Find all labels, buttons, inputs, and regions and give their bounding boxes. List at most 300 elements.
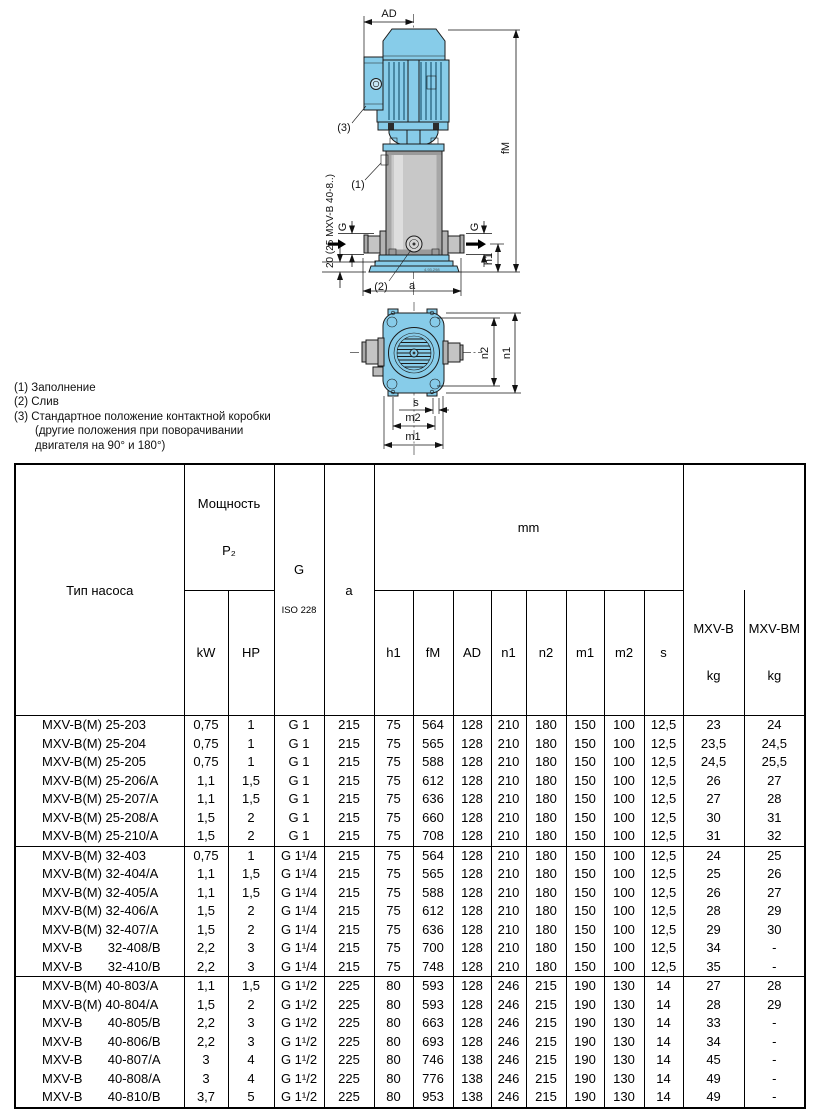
col-header-mm: mm [374,464,683,590]
cell-a: 215 [324,902,374,921]
cell-hp: 1 [228,735,274,754]
cell-m1: 150 [566,827,604,846]
cell-ad: 128 [453,827,491,846]
cell-s: 14 [644,977,683,996]
cell-kg-mxvbm: 28 [744,790,805,809]
cell-kw: 2,2 [184,958,228,977]
cell-m2: 100 [604,827,644,846]
cell-h1: 80 [374,1033,413,1052]
table-row [15,790,805,809]
col-header-h1: h1 [374,590,413,715]
cell-kw: 1,1 [184,977,228,996]
cell-kg-mxvb: 26 [683,772,744,791]
cell-h1: 80 [374,1051,413,1070]
cell-n1: 210 [491,753,526,772]
cell-s: 12,5 [644,716,683,735]
cell-kg-mxvbm: 31 [744,809,805,828]
cell-g: G 1¹/2 [274,1014,324,1033]
cell-m2: 100 [604,902,644,921]
cell-n1: 210 [491,772,526,791]
drain-plug [406,236,422,252]
cell-fm: 776 [413,1070,453,1089]
cell-kg-mxvb: 26 [683,884,744,903]
cell-ad: 138 [453,1051,491,1070]
cell-ad: 128 [453,1033,491,1052]
cell-kw: 0,75 [184,753,228,772]
col-header-fm: fM [413,590,453,715]
cell-ad: 128 [453,772,491,791]
cell-kw: 0,75 [184,846,228,865]
iso-228-label: ISO 228 [281,605,317,617]
cell-kg-mxvbm: 24,5 [744,735,805,754]
cell-n2: 180 [526,735,566,754]
cell-s: 14 [644,996,683,1015]
cell-s: 14 [644,1088,683,1108]
mxvb-kg-label: kg [706,668,721,684]
cell-kg-mxvb: 35 [683,958,744,977]
cell-kw: 3 [184,1070,228,1089]
cell-m2: 100 [604,753,644,772]
cell-n2: 215 [526,1014,566,1033]
cell-s: 12,5 [644,753,683,772]
cell-hp: 5 [228,1088,274,1108]
cell-type: MXV-B(M) 40-804/A [15,996,184,1015]
cell-m2: 130 [604,1051,644,1070]
cell-m2: 100 [604,716,644,735]
cell-kw: 1,1 [184,865,228,884]
col-header-pump-type: Тип насоса [15,464,184,716]
cell-type: MXV-B(M) 25-205 [15,753,184,772]
table-row [15,865,805,884]
cell-n1: 210 [491,846,526,865]
top-view-drawing [350,302,521,455]
cell-type: MXV-B 40-807/A [15,1051,184,1070]
cell-n1: 210 [491,884,526,903]
col-header-a: a [324,464,374,716]
cell-h1: 75 [374,827,413,846]
cell-n1: 210 [491,902,526,921]
cell-n2: 215 [526,1051,566,1070]
cell-n1: 210 [491,809,526,828]
cell-kg-mxvbm: 30 [744,921,805,940]
cell-m1: 190 [566,1051,604,1070]
table-row [15,716,805,735]
cell-fm: 700 [413,939,453,958]
cell-a: 215 [324,865,374,884]
mxvb-label: MXV-B [693,621,734,637]
cell-m2: 130 [604,1088,644,1108]
table-row [15,735,805,754]
cell-kg-mxvbm: 29 [744,902,805,921]
cell-ad: 128 [453,809,491,828]
cell-hp: 2 [228,921,274,940]
front-view-drawing [322,8,520,296]
cell-kw: 1,1 [184,772,228,791]
cell-type: MXV-B(M) 40-803/A [15,977,184,996]
cell-n2: 180 [526,958,566,977]
cell-m2: 100 [604,884,644,903]
cell-kw: 0,75 [184,735,228,754]
cell-type: MXV-B 40-810/B [15,1088,184,1108]
cell-kw: 2,2 [184,1033,228,1052]
cell-fm: 564 [413,846,453,865]
cell-m2: 100 [604,735,644,754]
cell-n1: 246 [491,1088,526,1108]
cell-n2: 180 [526,753,566,772]
cell-kw: 1,5 [184,809,228,828]
spec-table [14,463,806,1109]
cell-kg-mxvbm: 26 [744,865,805,884]
cell-ad: 128 [453,865,491,884]
cell-type: MXV-B 32-408/B [15,939,184,958]
cell-hp: 1,5 [228,772,274,791]
cell-n1: 210 [491,921,526,940]
cell-kg-mxvb: 30 [683,809,744,828]
cell-m1: 150 [566,716,604,735]
table-row [15,827,805,846]
footnote-3: (3) Стандартное положение контактной коробки [14,410,271,423]
cell-ad: 128 [453,977,491,996]
cell-fm: 663 [413,1014,453,1033]
col-header-power [184,464,274,590]
cell-kw: 1,1 [184,790,228,809]
cell-m2: 130 [604,1070,644,1089]
cell-s: 14 [644,1051,683,1070]
cell-kw: 1,5 [184,827,228,846]
cell-h1: 80 [374,1088,413,1108]
cell-n2: 215 [526,977,566,996]
cell-type: MXV-B 40-806/B [15,1033,184,1052]
cell-m1: 150 [566,790,604,809]
cell-n1: 246 [491,1033,526,1052]
table-row [15,753,805,772]
drawing-footnotes [14,381,271,453]
dim-label-base-note: 20 (25 MXV-B 40-8..) [325,174,336,268]
cell-h1: 80 [374,996,413,1015]
cell-ad: 138 [453,1070,491,1089]
cell-type: MXV-B 40-808/A [15,1070,184,1089]
cell-kg-mxvbm: 28 [744,977,805,996]
g-label: G [293,562,305,578]
cell-kw: 3 [184,1051,228,1070]
dim-label-fm: fM [500,141,512,155]
cell-hp: 1 [228,846,274,865]
cell-fm: 748 [413,958,453,977]
cell-n2: 180 [526,939,566,958]
dim-label-m1: m1 [405,431,421,443]
cell-kg-mxvb: 49 [683,1070,744,1089]
cell-kg-mxvbm: - [744,1033,805,1052]
cell-h1: 75 [374,865,413,884]
cell-kw: 1,5 [184,996,228,1015]
cell-kg-mxvb: 24,5 [683,753,744,772]
cell-ad: 128 [453,1014,491,1033]
cell-m1: 190 [566,1014,604,1033]
cell-kw: 1,5 [184,921,228,940]
discharge-port-top [443,341,463,364]
cell-kg-mxvbm: 27 [744,884,805,903]
cell-s: 12,5 [644,846,683,865]
cell-s: 12,5 [644,884,683,903]
cell-n2: 180 [526,921,566,940]
cell-h1: 75 [374,902,413,921]
footnote-1: (1) Заполнение [14,382,96,394]
table-row [15,1014,805,1033]
cell-n2: 180 [526,865,566,884]
table-row [15,772,805,791]
cell-h1: 75 [374,735,413,754]
cell-m1: 150 [566,939,604,958]
cell-m1: 150 [566,772,604,791]
cell-ad: 128 [453,790,491,809]
cell-s: 14 [644,1033,683,1052]
cell-h1: 75 [374,772,413,791]
cell-fm: 593 [413,977,453,996]
cell-s: 12,5 [644,790,683,809]
cell-kg-mxvb: 33 [683,1014,744,1033]
cell-fm: 612 [413,902,453,921]
cell-m2: 100 [604,939,644,958]
cell-ad: 138 [453,1088,491,1108]
cell-a: 215 [324,939,374,958]
cell-kg-mxvb: 34 [683,939,744,958]
cell-g: G 1¹/2 [274,1033,324,1052]
mxvbm-kg-label: kg [767,668,782,684]
discharge-port [442,231,464,257]
cell-hp: 2 [228,902,274,921]
cell-kw: 0,75 [184,716,228,735]
cell-a: 225 [324,1014,374,1033]
cell-g: G 1 [274,809,324,828]
cell-hp: 1,5 [228,884,274,903]
cell-g: G 1 [274,735,324,754]
cell-n1: 246 [491,977,526,996]
cell-type: MXV-B(M) 32-403 [15,846,184,865]
cell-kw: 3,7 [184,1088,228,1108]
cell-m2: 100 [604,958,644,977]
cell-type: MXV-B 32-410/B [15,958,184,977]
cell-n2: 215 [526,1033,566,1052]
cell-g: G 1¹/4 [274,939,324,958]
cell-n2: 180 [526,809,566,828]
cell-fm: 660 [413,809,453,828]
cell-s: 12,5 [644,958,683,977]
cell-s: 14 [644,1014,683,1033]
cell-m1: 150 [566,809,604,828]
cell-g: G 1 [274,790,324,809]
spec-table-header [15,464,805,716]
cell-h1: 75 [374,939,413,958]
footnote-3-cont-1: (другие положения при поворачивании [35,425,244,438]
cell-type: MXV-B(M) 25-210/A [15,827,184,846]
suction-port [364,231,386,257]
cell-type: MXV-B(M) 32-404/A [15,865,184,884]
cell-s: 12,5 [644,772,683,791]
cell-type: MXV-B(M) 32-406/A [15,902,184,921]
col-header-m2: m2 [604,590,644,715]
cell-type: MXV-B(M) 25-203 [15,716,184,735]
table-row [15,958,805,977]
cell-fm: 593 [413,996,453,1015]
cell-a: 215 [324,735,374,754]
dim-label-s: s [413,397,419,409]
dimensional-drawing-area [0,0,818,463]
cell-m1: 190 [566,1088,604,1108]
cell-m1: 190 [566,1033,604,1052]
cell-s: 12,5 [644,735,683,754]
cell-kw: 1,1 [184,884,228,903]
cell-s: 12,5 [644,827,683,846]
cell-kg-mxvbm: - [744,1051,805,1070]
cell-hp: 4 [228,1051,274,1070]
cell-a: 215 [324,772,374,791]
cell-a: 225 [324,996,374,1015]
cell-h1: 75 [374,753,413,772]
cell-a: 215 [324,809,374,828]
dim-label-g-left: G [337,222,349,232]
cell-n1: 210 [491,939,526,958]
cell-m2: 100 [604,846,644,865]
cell-ad: 128 [453,884,491,903]
cell-g: G 1¹/4 [274,884,324,903]
col-header-s: s [644,590,683,715]
footnote-3-cont-2: двигателя на 90° и 180°) [35,439,166,452]
cell-kg-mxvbm: - [744,958,805,977]
cell-m2: 130 [604,1033,644,1052]
cell-h1: 75 [374,790,413,809]
cell-h1: 75 [374,884,413,903]
cell-m1: 150 [566,902,604,921]
callout-3-label: (3) [337,122,351,134]
table-row [15,1070,805,1089]
footnote-2: (2) Слив [14,396,59,409]
col-header-hp: HP [228,590,274,715]
cell-h1: 75 [374,809,413,828]
cell-kg-mxvb: 45 [683,1051,744,1070]
cell-hp: 2 [228,996,274,1015]
cell-m1: 150 [566,753,604,772]
cell-m2: 100 [604,865,644,884]
cell-kg-mxvbm: 27 [744,772,805,791]
cell-type: MXV-B(M) 25-207/A [15,790,184,809]
cell-kg-mxvbm: - [744,1014,805,1033]
cell-s: 12,5 [644,902,683,921]
cell-n2: 215 [526,1070,566,1089]
cell-ad: 128 [453,846,491,865]
cell-a: 215 [324,921,374,940]
cell-m1: 150 [566,921,604,940]
cell-g: G 1¹/2 [274,1088,324,1108]
cell-a: 225 [324,1070,374,1089]
cell-g: G 1¹/4 [274,921,324,940]
cell-g: G 1¹/2 [274,996,324,1015]
cell-hp: 4 [228,1070,274,1089]
cell-n1: 210 [491,735,526,754]
cell-m2: 130 [604,1014,644,1033]
cell-m1: 190 [566,1070,604,1089]
dim-label-n2: n2 [479,346,491,360]
cell-m2: 100 [604,772,644,791]
cell-g: G 1¹/2 [274,977,324,996]
callout-2-label: (2) [374,281,388,293]
cell-s: 12,5 [644,921,683,940]
cell-ad: 128 [453,735,491,754]
cell-fm: 588 [413,753,453,772]
cell-n1: 210 [491,716,526,735]
cell-kg-mxvb: 24 [683,846,744,865]
cell-n1: 246 [491,1070,526,1089]
cell-a: 215 [324,753,374,772]
cell-g: G 1¹/4 [274,958,324,977]
cell-a: 225 [324,977,374,996]
cell-n1: 210 [491,865,526,884]
cell-m1: 150 [566,735,604,754]
cell-n2: 180 [526,846,566,865]
table-row [15,846,805,865]
cell-n1: 246 [491,996,526,1015]
dim-label-h1: h1 [483,252,495,266]
cell-type: MXV-B(M) 32-407/A [15,921,184,940]
cell-n1: 246 [491,1014,526,1033]
dim-label-g-right: G [469,222,481,232]
cell-a: 225 [324,1033,374,1052]
cell-fm: 565 [413,735,453,754]
cell-type: MXV-B 40-805/B [15,1014,184,1033]
col-header-kg-gap [683,464,805,590]
cell-kw: 2,2 [184,939,228,958]
cell-kg-mxvb: 27 [683,977,744,996]
cell-m1: 190 [566,977,604,996]
cell-kg-mxvbm: 25 [744,846,805,865]
table-row [15,902,805,921]
spec-table-body [15,716,805,1108]
cell-n1: 210 [491,827,526,846]
cell-kg-mxvb: 23 [683,716,744,735]
cell-fm: 693 [413,1033,453,1052]
cell-kg-mxvbm: - [744,1070,805,1089]
cell-hp: 1,5 [228,977,274,996]
col-header-g [274,464,324,716]
cell-kg-mxvb: 28 [683,902,744,921]
cell-a: 215 [324,884,374,903]
cell-hp: 2 [228,809,274,828]
cell-h1: 75 [374,716,413,735]
cell-s: 12,5 [644,809,683,828]
col-header-m1: m1 [566,590,604,715]
cell-fm: 636 [413,921,453,940]
table-row [15,921,805,940]
cell-n2: 215 [526,1088,566,1108]
cell-g: G 1¹/4 [274,902,324,921]
cell-g: G 1¹/2 [274,1051,324,1070]
cell-a: 225 [324,1051,374,1070]
cell-ad: 128 [453,939,491,958]
table-row [15,1051,805,1070]
cell-kg-mxvbm: - [744,1088,805,1108]
cell-kg-mxvb: 27 [683,790,744,809]
cell-fm: 612 [413,772,453,791]
cell-fm: 708 [413,827,453,846]
cell-type: MXV-B(M) 25-206/A [15,772,184,791]
cell-h1: 75 [374,958,413,977]
cell-kg-mxvb: 34 [683,1033,744,1052]
cell-g: G 1¹/4 [274,846,324,865]
cell-hp: 2 [228,827,274,846]
cell-fm: 953 [413,1088,453,1108]
cell-n2: 180 [526,827,566,846]
cell-kg-mxvb: 49 [683,1088,744,1108]
col-header-n2: n2 [526,590,566,715]
